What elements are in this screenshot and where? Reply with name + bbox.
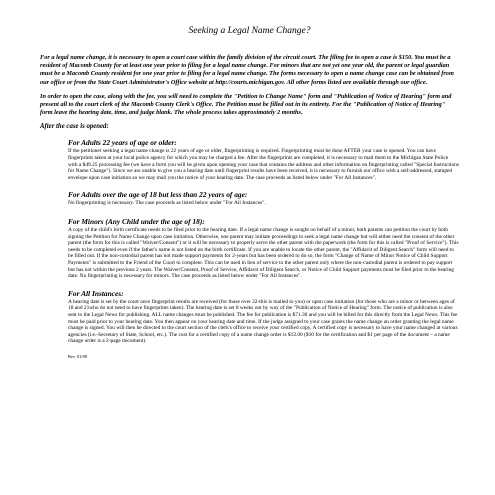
section-minors	[68, 217, 459, 280]
section-body: A hearing date is set by the court once fingerprint results are received (for those over 22-this is mailed to you) or upon case initiation (for those who are a minor or between ages of 18 and 21who do not need to have fingerprints taken). The hearing date is set 8 weeks out by way of the "Publication of Notice of Hearing" form. The notice of publication is also sent to the Legal News for publishing. ALL name changes must be published. The fee for publication is $71.30 and you will be billed for this directly from the Legal News. This fee must be paid prior to your hearing date. You then appear on your hearing date and time. If the judge assigned to your case grants the name change an order granting the legal name change is signed. You will then be directed to the court section of the clerk's office to receive your certified copy. A certified copy is necessary to have your name changed at various agencies (i.e.-Secretary of State, School, etc.). The cost for a certified copy of a name change order is $12.00 ($10 for the certification and $1 per page of the document – a name change order is a 2-page document).	[68, 298, 458, 345]
section-heading: For All Instances:	[68, 288, 124, 298]
section-body: A copy of the child's birth certificate needs to be filed prior to the hearing date. If a legal name change is sought on behalf of a minor, both parents can petition the court by both signing the Petition for Name Change upon case initiation. Otherwise, one parent may initiate proceedings to seek a legal name change but will either need the consent of the other parent (the form for this is called "Waiver/Consent") or it will be necessary to properly serve the other parent with the paperwork (the form for this is called "Proof of Service"). This needs to be completed even if the father's name is not listed on the birth certificate. If you are unable to locate the other parent, the "Affidavit of Diligent Search" form will need to be filled out. If the non-custodial parent has not made support payments for 2-years but has been ordered to do so, the form "Change of Name of Minor Notice of Child Support Payments" is submitted to the Friend of the Court to complete. This can be used in lieu of service to the other parent only where the non-custodial parent is ordered to pay support but has not within the previous 2 years. The Waiver/Consent, Proof of Service, Affidavit of Diligent Search, or Notice of Child Support payments must be filed prior to the hearing date. No fingerprinting is necessary for minors. The case proceeds as listed below under "For All Instances".	[68, 226, 459, 280]
page-title: Seeking a Legal Name Change?	[188, 26, 311, 36]
section-heading: For Minors (Any Child under the age of 18):	[68, 216, 205, 226]
section-heading: For Adults 22 years of age or older:	[68, 138, 177, 148]
after-case-label: After the case is opened:	[40, 123, 109, 131]
section-body: No fingerprinting is necessary. The case proceeds as listed below under "For All Instances".	[68, 200, 266, 207]
section-all-instances	[68, 289, 459, 359]
section-body: If the petitioner seeking a legal name change is 22 years of age or older, fingerprinting is required. Fingerprinting must be done AFTER your case is opened. You can have fingerprints taken at your local police agency for which you may be charged a fee. After the fingerprints are completed, it is necessary to mail them to the Michigan State Police with a $49.25 processing fee (we have a form you will be given upon opening your case that contains the address and other information on fingerprinting called "Special Instructions for Name Change"). Since we are unable to give you a hearing date until fingerprint results have been received, it is necessary to furnish our office with a self-addressed, stamped envelope upon case initiation so we may mail you the notice of your hearing date. The case proceeds as listed below under "For All Instances".	[68, 148, 459, 181]
intro-paragraph-2: In order to open the case, along with the fee, you will need to complete the "Petition to Change Name" form and "Publication of Notice of Hearing" form and present all to the court clerk of the Macomb County Clerk's Office. The Petition must be filled out in its entirety. For the "Publication of Notice of Hearing" form leave the hearing date, time, and judge blank. The whole process takes approximately 2 months.	[40, 92, 452, 117]
intro-paragraph-1: For a legal name change, it is necessary to open a court case within the family division of the circuit court. The filing fee to open a case is $150. You must be a resident of Macomb County for at least one year prior to filing for a legal name change. For minors that are not yet one year old, the parent or legal guardian must be a Macomb County resident for one year prior to filing for a legal name change. The forms necessary to open a name change case can be obtained from our office or from the State Court Administrator's Office website at http://courts.michigan.gov. All other forms listed are available through our office.	[40, 54, 454, 86]
section-adults-22	[68, 138, 459, 181]
section-adults-18-22	[68, 190, 459, 207]
revision-note: Rev. 01/08	[68, 353, 87, 359]
section-heading: For Adults over the age of 18 but less than 22 years of age:	[68, 190, 248, 200]
